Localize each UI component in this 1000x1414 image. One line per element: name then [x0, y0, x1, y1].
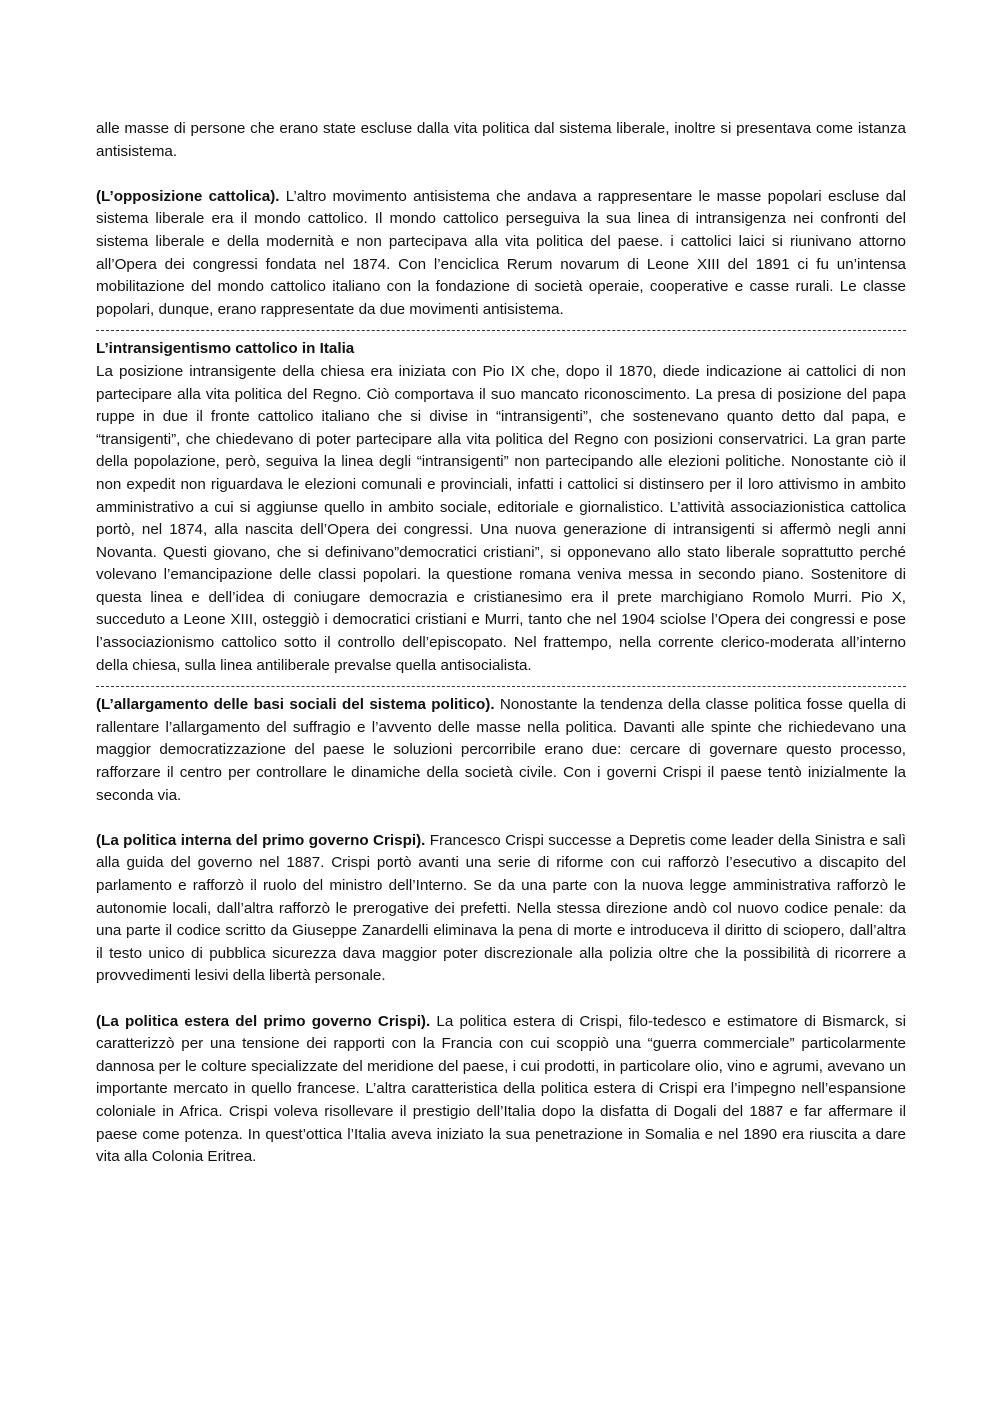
allargamento-lead: (L’allargamento delle basi sociali del sistema politico). — [96, 696, 495, 714]
politica-estera-lead: (La politica estera del primo governo Crispi). — [96, 1012, 431, 1030]
politica-estera-text: La politica estera di Crispi, filo-tedesco e estimatore di Bismarck, si caratterizzò per una tensione dei rapporti con la Francia con cui scoppiò una “guerra commerciale” particolarmente dannosa per le colture specializzate del meridione del paese, i cui prodotti, in particolare olio, vino e agrumi, avevano un importante mercato in quello francese. L’altra caratteristica della politica estera di Crispi era l’impegno nell’espansione coloniale in Africa. Crispi voleva risollevare il prestigio dell’Italia dopo la disfatta di Dogali del 1887 e far affermare il paese come potenza. In quest’ottica l’Italia aveva iniziato la sua penetrazione in Somalia e nel 1890 era riuscita a dare vita alla Colonia Eritrea. — [96, 1012, 906, 1166]
opposizione-cattolica-lead: (L’opposizione cattolica). — [96, 187, 280, 205]
intransigentismo-paragraph: La posizione intransigente della chiesa era iniziata con Pio IX che, dopo il 1870, diede indicazione ai cattolici di non partecipare alla vita politica del Regno. Ciò comportava il suo mancato riconoscimento. La presa di posizione del papa ruppe in due il fronte cattolico italiano che si divise in “intransigenti”, che sostenevano quanto detto dal papa, e “transigenti”, che chiedevano di poter partecipare alla vita politica del Regno con posizioni conservatrici. La gran parte della popolazione, però, seguiva la linea degli “intransigenti” non partecipando alle elezioni politiche. Nonostante ciò il non expedit non riguardava le elezioni comunali e provinciali, infatti i cattolici si distinsero per il loro attivismo in ambito amministrativo a cui si aggiunse quello in ambito sociale, editoriale e giornalistico. L’attività associazionistica cattolica portò, nel 1874, alla nascita dell’Opera dei congressi. Una nuova generazione di intransigenti si affermò negli anni Novanta. Questi giovano, che si definivano”democratici cristiani”, si opponevano allo stato liberale soprattutto perché volevano l’emancipazione delle classi popolari. la questione romana veniva messa in secondo piano. Sostenitore di questa linea e dell’idea di coniugare democrazia e cristianesimo era il prete marchigiano Romolo Murri. Pio X, succeduto a Leone XIII, osteggiò i democratici cristiani e Murri, tanto che nel 1904 sciolse l’Opera dei congressi e pose l’associazionismo cattolico sotto il controllo dell’episcopato. Nel frattempo, nella corrente clerico-moderata all’interno della chiesa, sulla linea antiliberale prevalse quella antisocialista. — [96, 362, 906, 674]
paragraph-gap — [96, 807, 906, 830]
politica-interna-text: Francesco Crispi successe a Depretis come leader della Sinistra e salì alla guida del governo nel 1887. Crispi portò avanti una serie di riforme con cui rafforzò l’esecutivo a discapito del parlamento e rafforzò il ruolo del ministro dell’Interno. Se da una parte con la nuova legge amministrativa rafforzò le autonomie locali, dall’altra rafforzò le prerogative dei prefetti. Nella stessa direzione andò col nuovo codice penale: da una parte il codice scritto da Giuseppe Zanardelli eliminava la pena di morte e introduceva il diritto di sciopero, dall’altra il testo unico di pubblica sicurezza dava maggior poter discrezionale alla polizia oltre che la possibilità di ricorrere a provvedimenti lesivi della libertà personale. — [96, 831, 907, 985]
politica-interna-lead: (La politica interna del primo governo Crispi). — [96, 831, 426, 849]
allargamento-text: Nonostante la tendenza della classe politica fosse quella di rallentare l’allargamento del suffragio e l’avvento delle masse nella politica. Davanti alle spinte che richiedevano una maggior democratizzazione del paese le soluzioni percorribile erano due: cercare di governare questo processo, rafforzare il centro per controllare le dinamiche della società civile. Con i governi Crispi il paese tentò inizialmente la seconda via. — [96, 696, 906, 804]
opposizione-cattolica-text: L’altro movimento antisistema che andava a rappresentare le masse popolari escluse dal sistema liberale era il mondo cattolico. Il mondo cattolico perseguiva la sua linea di intransigenza nei confronti del sistema liberale e della modernità e non partecipava alla vita politica del paese. i cattolici laici si riunivano attorno all’Opera dei congressi fondata nel 1874. Con l’enciclica Rerum novarum di Leone XIII del 1891 ci fu un’intensa mobilitazione del mondo cattolico italiano con la fondazione di società operaie, cooperative e casse rurali. Le classe popolari, dunque, erano rappresentate da due movimenti antisistema. — [96, 187, 906, 318]
document-page — [96, 118, 906, 1169]
intro-paragraph: alle masse di persone che erano state escluse dalla vita politica dal sistema liberale, inoltre si presentava come istanza antisistema. — [96, 120, 906, 160]
politica-estera-paragraph — [96, 1011, 906, 1169]
dashed-separator — [96, 330, 906, 331]
opposizione-cattolica-paragraph — [96, 186, 906, 322]
section-heading-intransigentismo: L’intransigentismo cattolico in Italia — [96, 340, 355, 358]
paragraph-gap — [96, 988, 906, 1011]
dashed-separator — [96, 686, 906, 687]
politica-interna-paragraph — [96, 830, 906, 988]
paragraph-gap — [96, 163, 906, 186]
allargamento-paragraph — [96, 694, 906, 807]
